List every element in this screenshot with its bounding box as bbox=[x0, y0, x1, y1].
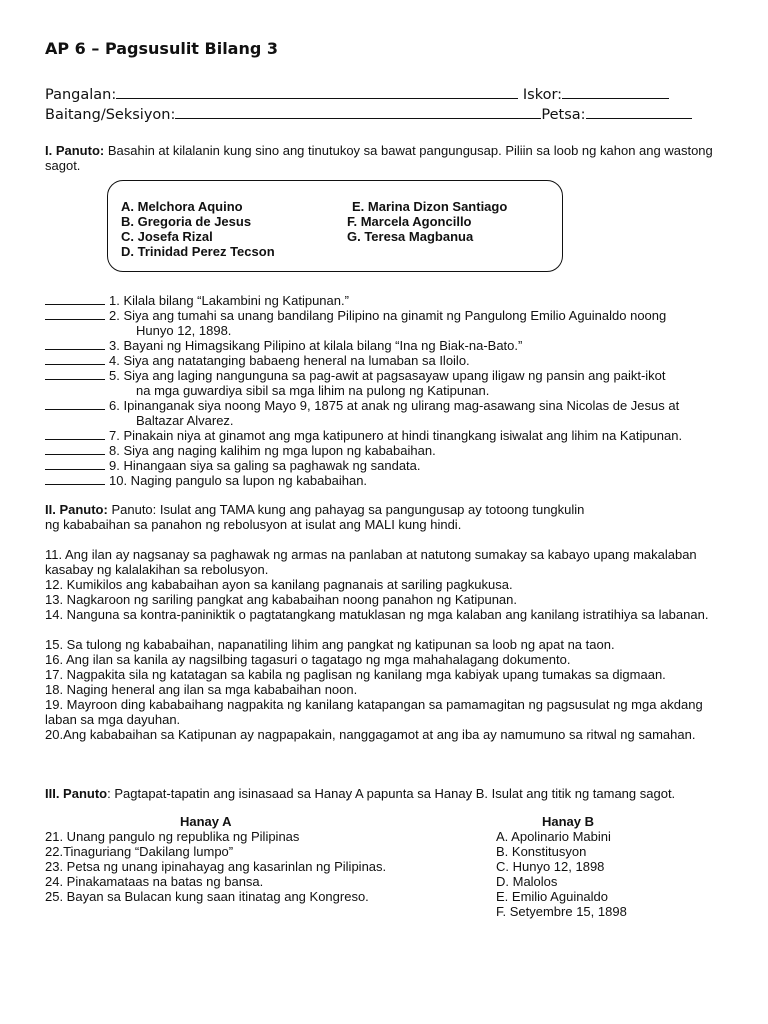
part1-instructions bbox=[45, 143, 725, 173]
list-item: 6. Ipinanganak siya noong Mayo 9, 1875 at anak ng ulirang mag-asawang sina Nicolas de Jesus at Baltazar Alvarez. bbox=[45, 397, 735, 428]
part1-instruction: Basahin at kilalanin kung sino ang tinutukoy sa bawat pangungusap. Piliin sa loob ng kahon ang wastong sagot. bbox=[45, 143, 713, 173]
list-item: C. Hunyo 12, 1898 bbox=[496, 859, 605, 874]
date-field[interactable] bbox=[586, 104, 692, 119]
list-item: 12. Kumikilos ang kababaihan ayon sa kanilang pagnanais at sariling pagkukusa. bbox=[45, 577, 513, 592]
list-item: F. Setyembre 15, 1898 bbox=[496, 904, 627, 919]
list-item: 18. Naging heneral ang ilan sa mga kababaihan noon. bbox=[45, 682, 358, 697]
answer-blank[interactable] bbox=[45, 292, 105, 305]
list-item: 15. Sa tulong ng kababaihan, napanatiling lihim ang pangkat ng katipunan sa loob ng apat na taon. bbox=[45, 637, 615, 652]
name-row bbox=[45, 84, 669, 103]
part1-heading: I. Panuto: bbox=[45, 143, 105, 158]
list-item: 20.Ang kababaihan sa Katipunan ay nagpapakain, nanggagamot at ang iba ay namumuno sa ritwal ng samahan. bbox=[45, 727, 696, 742]
part3-instruction: : Pagtapat-tapatin ang isinasaad sa Hanay A papunta sa Hanay B. Isulat ang titik ng tamang sagot. bbox=[107, 786, 676, 801]
list-item: D. Malolos bbox=[496, 874, 558, 889]
list-item: 17. Nagpakita sila ng katatagan sa kabila ng paglisan ng kanilang mga kabiyak upang tumakas sa digmaan. bbox=[45, 667, 666, 682]
choice-b: B. Gregoria de Jesus bbox=[121, 214, 252, 229]
list-item: E. Emilio Aguinaldo bbox=[496, 889, 609, 904]
part2-heading: II. Panuto: bbox=[45, 502, 108, 517]
page-title: AP 6 – Pagsusulit Bilang 3 bbox=[45, 39, 279, 58]
part2-instructions bbox=[45, 502, 725, 532]
part2-instruction-line2: ng kababaihan sa panahon ng rebolusyon at isulat ang MALI kung hindi. bbox=[45, 517, 462, 532]
score-label: Iskor: bbox=[522, 87, 563, 103]
list-item: 19. Mayroon ding kababaihang nagpakita ng kanilang katapangan sa pamamagitan ng pagsusulat ng mga akdang laban sa mga dayuhan. bbox=[45, 697, 703, 727]
list-item: 4. Siya ang natatanging babaeng heneral na lumaban sa Iloilo. bbox=[45, 352, 735, 368]
choice-d: D. Trinidad Perez Tecson bbox=[121, 244, 275, 259]
name-field[interactable] bbox=[116, 84, 518, 99]
list-item: 2. Siya ang tumahi sa unang bandilang Pilipino na ginamit ng Pangulong Emilio Aguinaldo noong Hunyo 12, 1898. bbox=[45, 307, 735, 338]
list-item: 1. Kilala bilang “Lakambini ng Katipunan.” bbox=[45, 292, 735, 308]
list-item: 24. Pinakamataas na batas ng bansa. bbox=[45, 874, 264, 889]
grade-field[interactable] bbox=[175, 104, 541, 119]
part2-instruction-line1: Panuto: Isulat ang TAMA kung ang pahayag sa pangungusap ay totoong tungkulin bbox=[107, 502, 585, 517]
answer-blank[interactable] bbox=[45, 397, 105, 410]
answer-blank[interactable] bbox=[45, 352, 105, 365]
list-item: A. Apolinario Mabini bbox=[496, 829, 611, 844]
answer-blank[interactable] bbox=[45, 442, 105, 455]
part3-instructions bbox=[45, 786, 725, 801]
list-item: 16. Ang ilan sa kanila ay nagsilbing tagasuri o tagatago ng mga mahahalagang dokumento. bbox=[45, 652, 571, 667]
grade-row bbox=[45, 104, 692, 123]
list-item: B. Konstitusyon bbox=[496, 844, 587, 859]
list-item: 25. Bayan sa Bulacan kung saan itinatag ang Kongreso. bbox=[45, 889, 369, 904]
list-item: 5. Siya ang laging nangunguna sa pag-awit at pagsasayaw upang iligaw ng pansin ang paikt-ikot na mga guwardiya sibil sa mga lihim na pulong ng Katipunan. bbox=[45, 367, 735, 398]
list-item: 3. Bayani ng Himagsikang Pilipino at kilala bilang “Ina ng Biak-na-Bato.” bbox=[45, 337, 735, 353]
date-label: Petsa: bbox=[541, 107, 586, 123]
choice-e: E. Marina Dizon Santiago bbox=[352, 199, 508, 214]
column-a-title: Hanay A bbox=[180, 814, 232, 829]
choice-a: A. Melchora Aquino bbox=[121, 199, 243, 214]
answer-blank[interactable] bbox=[45, 457, 105, 470]
grade-label: Baitang/Seksiyon: bbox=[45, 107, 176, 123]
choice-g: G. Teresa Magbanua bbox=[347, 229, 474, 244]
list-item: 10. Naging pangulo sa lupon ng kababaihan. bbox=[45, 472, 735, 488]
answer-blank[interactable] bbox=[45, 307, 105, 320]
list-item: 11. Ang ilan ay nagsanay sa paghawak ng armas na panlaban at natutong sumakay sa kabayo upang makalaban kasabay ng kalalakihan sa rebolusyon. bbox=[45, 547, 697, 577]
list-item: 14. Nanguna sa kontra-paniniktik o pagtatangkang matuklasan ng mga kalaban ang kanilang istratihiya sa labanan. bbox=[45, 607, 709, 622]
score-field[interactable] bbox=[562, 84, 669, 99]
answer-blank[interactable] bbox=[45, 367, 105, 380]
choice-f: F. Marcela Agoncillo bbox=[347, 214, 472, 229]
answer-blank[interactable] bbox=[45, 472, 105, 485]
answer-blank[interactable] bbox=[45, 337, 105, 350]
list-item: 7. Pinakain niya at ginamot ang mga katipunero at hindi tinangkang isiwalat ang lihim na Katipunan. bbox=[45, 427, 735, 443]
column-b-title: Hanay B bbox=[542, 814, 595, 829]
list-item: 13. Nagkaroon ng sariling pangkat ang kababaihan noong panahon ng Katipunan. bbox=[45, 592, 517, 607]
answer-blank[interactable] bbox=[45, 427, 105, 440]
list-item: 23. Petsa ng unang ipinahayag ang kasarinlan ng Pilipinas. bbox=[45, 859, 387, 874]
part3-heading: III. Panuto bbox=[45, 786, 108, 801]
choice-c: C. Josefa Rizal bbox=[121, 229, 213, 244]
list-item: 22.Tinaguriang “Dakilang lumpo” bbox=[45, 844, 234, 859]
list-item: 8. Siya ang naging kalihim ng mga lupon ng kababaihan. bbox=[45, 442, 735, 458]
list-item: 21. Unang pangulo ng republika ng Pilipinas bbox=[45, 829, 300, 844]
name-label: Pangalan: bbox=[45, 87, 117, 103]
list-item: 9. Hinangaan siya sa galing sa paghawak ng sandata. bbox=[45, 457, 735, 473]
